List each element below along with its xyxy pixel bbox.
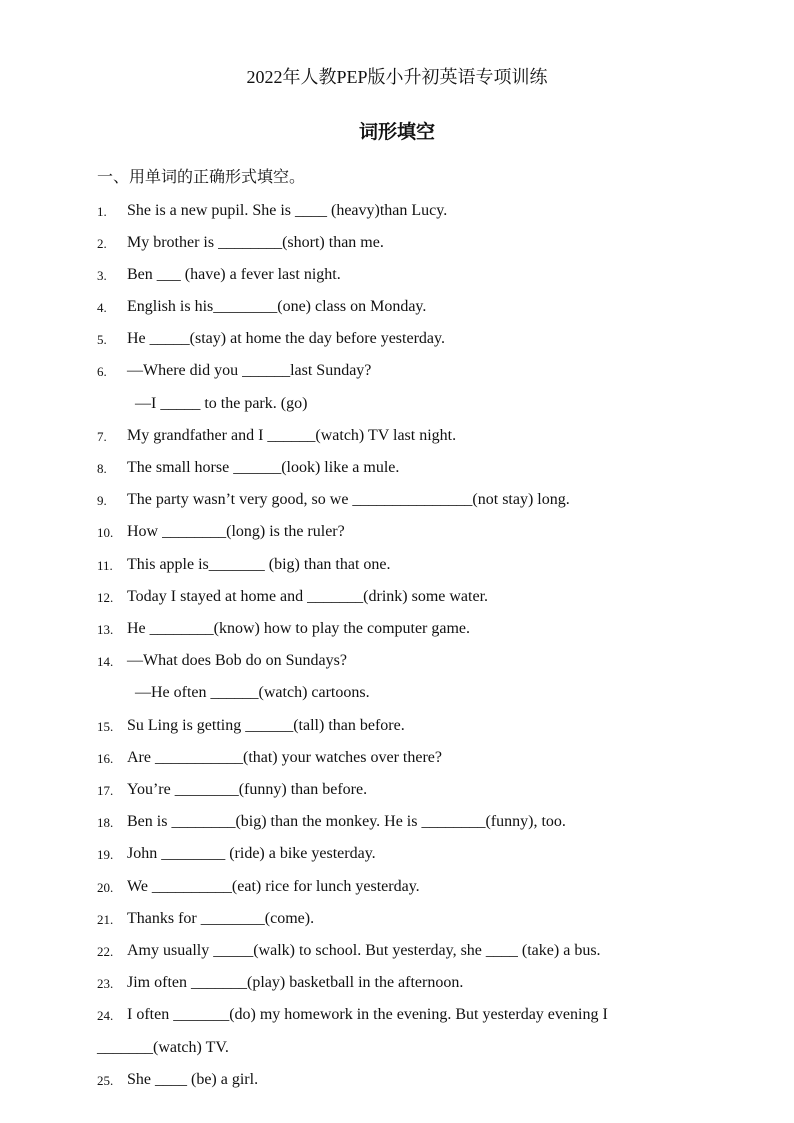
question-text: —Where did you ______last Sunday? <box>127 362 372 379</box>
question-number: 1. <box>97 204 107 219</box>
question-text: Su Ling is getting ______(tall) than before. <box>127 717 405 734</box>
question-number: 2. <box>97 236 107 251</box>
question-text: Are ___________(that) your watches over there? <box>127 749 442 766</box>
question-text: This apple is_______ (big) than that one. <box>127 556 391 573</box>
question-number: 6. <box>97 364 107 379</box>
question-text: My brother is ________(short) than me. <box>127 234 384 251</box>
question-number: 9. <box>97 493 107 508</box>
question-number: 23. <box>97 976 114 991</box>
question-text: Ben is ________(big) than the monkey. He is ________(funny), too. <box>127 813 566 830</box>
question-text: Today I stayed at home and _______(drink) some water. <box>127 588 489 605</box>
question-text: Thanks for ________(come). <box>127 910 315 927</box>
question-text: I often _______(do) my homework in the evening. But yesterday evening I <box>127 1006 608 1023</box>
question-number: 24. <box>97 1008 114 1023</box>
page-subtitle: 词形填空 <box>358 121 435 143</box>
question-text: Amy usually _____(walk) to school. But yesterday, she ____ (take) a bus. <box>127 942 601 959</box>
question-number: 22. <box>97 944 114 959</box>
question-number: 19. <box>97 847 114 862</box>
question-number: 11. <box>97 558 113 573</box>
question-number: 5. <box>97 332 107 347</box>
question-text: She is a new pupil. She is ____ (heavy)than Lucy. <box>127 202 448 219</box>
question-text: —What does Bob do on Sundays? <box>127 652 347 669</box>
question-number: 17. <box>97 783 114 798</box>
question-text: He _____(stay) at home the day before yesterday. <box>127 330 445 347</box>
question-number: 16. <box>97 751 114 766</box>
question-number: 8. <box>97 461 107 476</box>
question-text: You’re ________(funny) than before. <box>127 781 368 798</box>
question-number: 7. <box>97 429 107 444</box>
question-number: 20. <box>97 880 114 895</box>
question-text: John ________ (ride) a bike yesterday. <box>127 845 376 862</box>
question-text: Ben ___ (have) a fever last night. <box>127 266 341 283</box>
question-text: My grandfather and I ______(watch) TV last night. <box>127 427 457 444</box>
question-number: 13. <box>97 622 114 637</box>
question-answer-line: —He often ______(watch) cartoons. <box>135 684 370 701</box>
question-text: He ________(know) how to play the computer game. <box>127 620 471 637</box>
question-number: 15. <box>97 719 114 734</box>
question-text: We __________(eat) rice for lunch yesterday. <box>127 878 420 895</box>
question-answer-line: —I _____ to the park. (go) <box>135 395 308 412</box>
question-number: 25. <box>97 1073 114 1088</box>
section-heading: 一、用单词的正确形式填空。 <box>97 167 306 186</box>
question-number: 10. <box>97 525 114 540</box>
question-number: 3. <box>97 268 107 283</box>
question-text: The small horse ______(look) like a mule. <box>127 459 400 476</box>
question-number: 4. <box>97 300 107 315</box>
question-text-continued: _______(watch) TV. <box>97 1039 229 1056</box>
question-text: She ____ (be) a girl. <box>127 1071 259 1088</box>
question-text: Jim often _______(play) basketball in the afternoon. <box>127 974 464 991</box>
question-text: The party wasn’t very good, so we _______________(not stay) long. <box>127 491 570 508</box>
question-number: 18. <box>97 815 114 830</box>
question-number: 12. <box>97 590 114 605</box>
page-title: 2022年人教PEP版小升初英语专项训练 <box>246 67 548 87</box>
question-number: 21. <box>97 912 114 927</box>
question-text: English is his________(one) class on Monday. <box>127 298 427 315</box>
question-number: 14. <box>97 654 114 669</box>
question-text: How ________(long) is the ruler? <box>127 523 345 540</box>
